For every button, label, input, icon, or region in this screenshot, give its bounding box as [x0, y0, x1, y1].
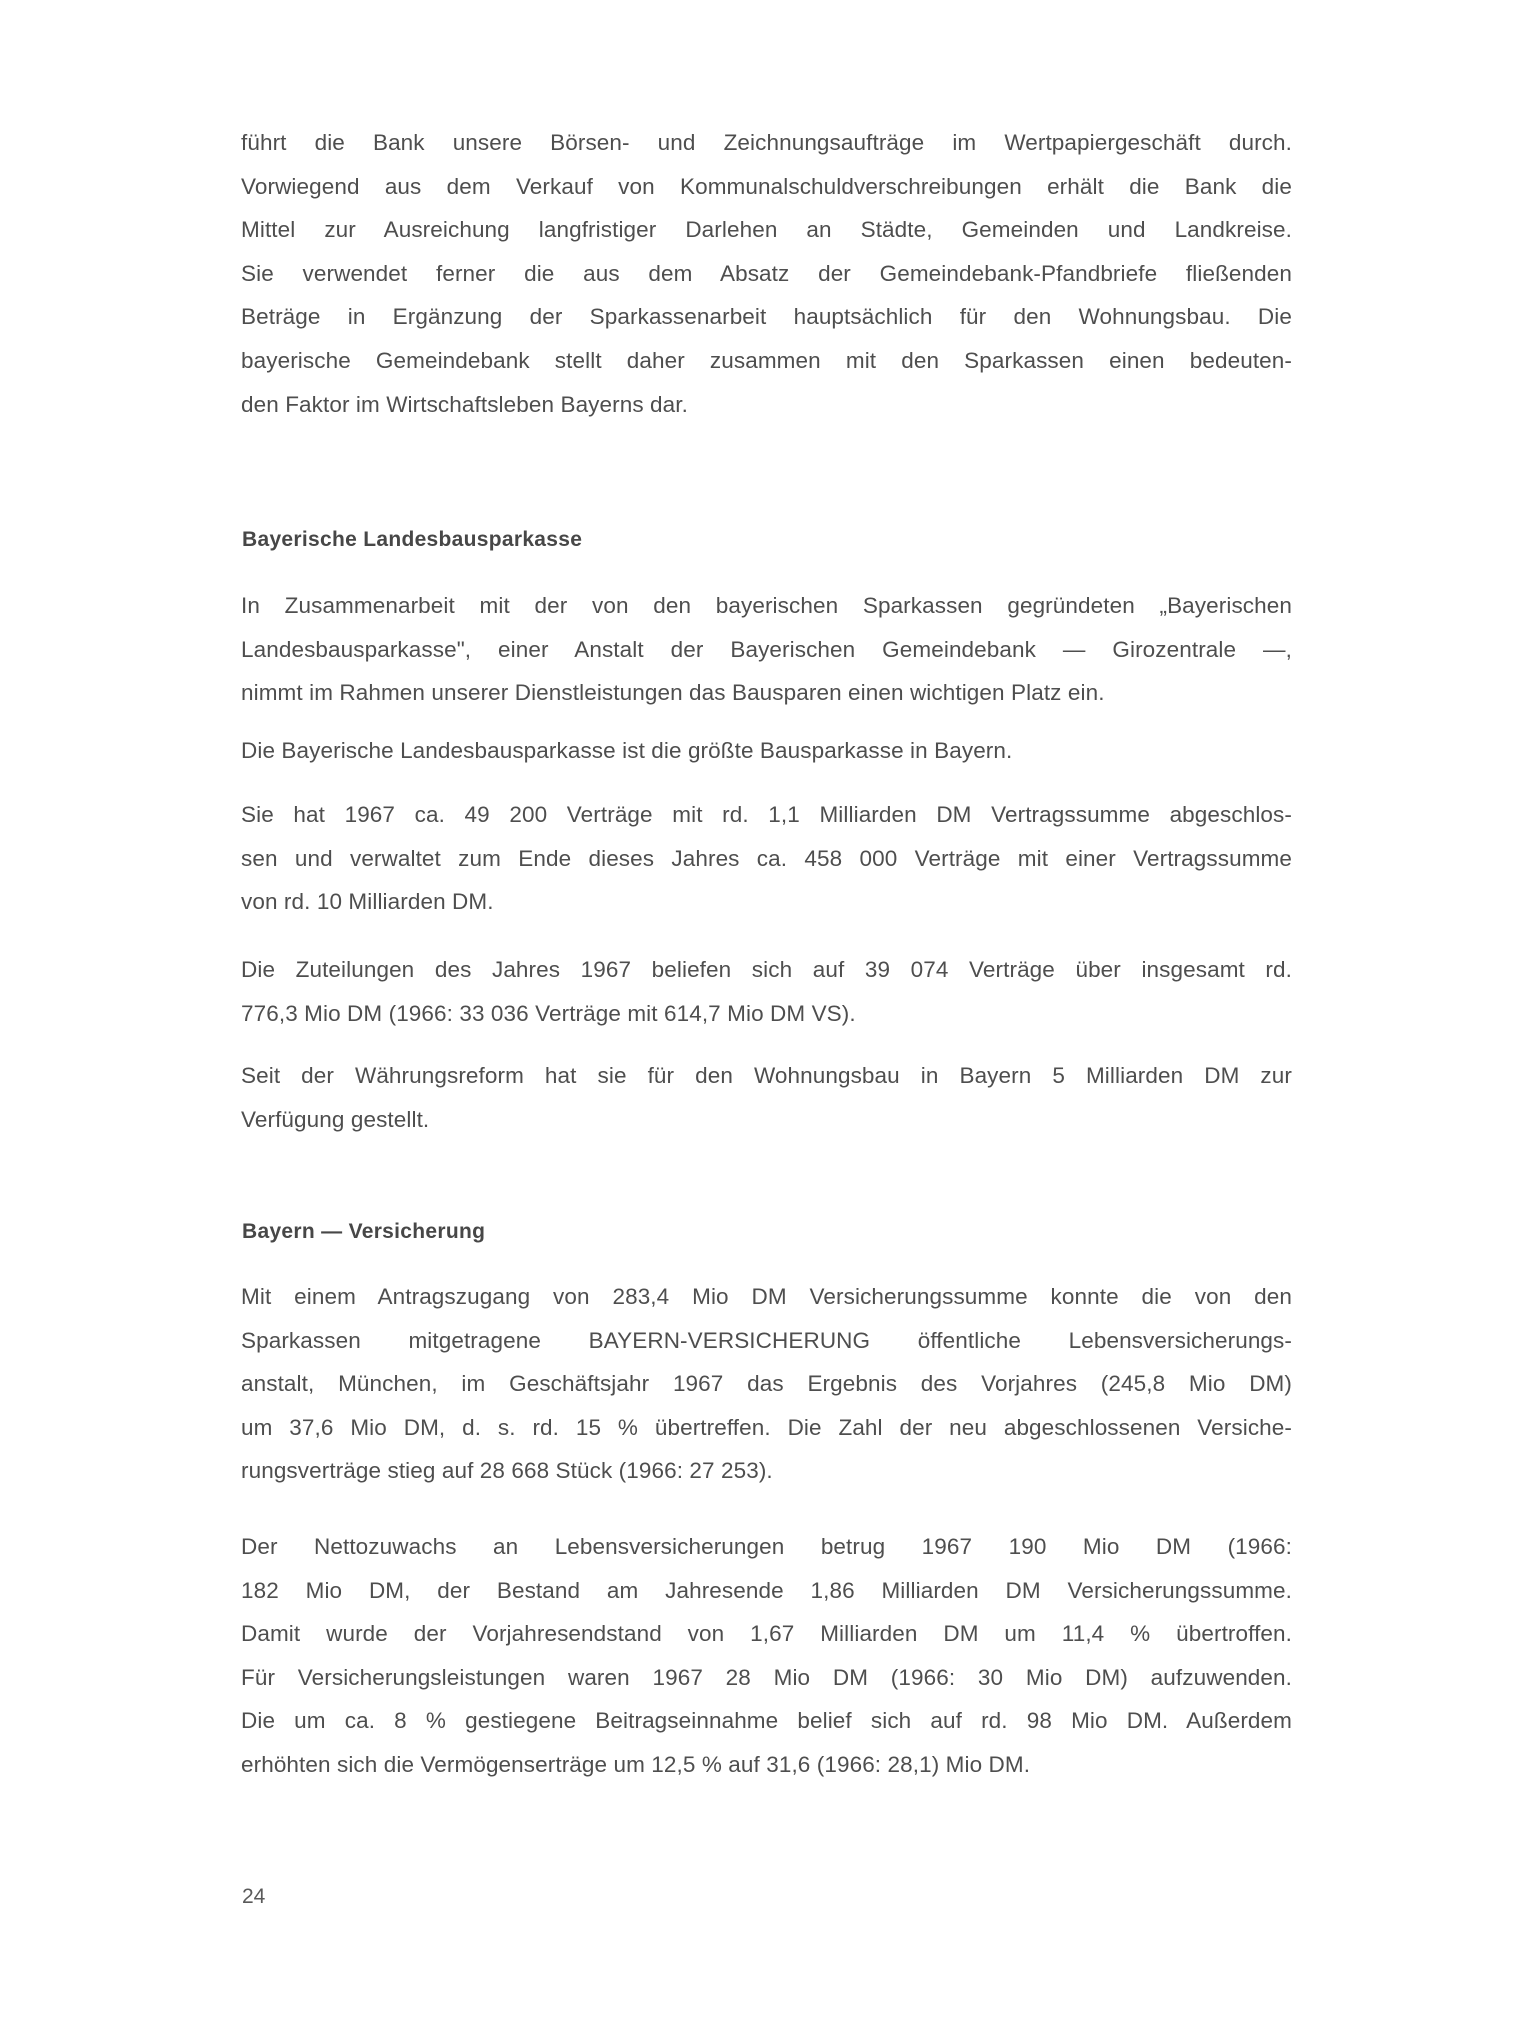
- paragraph: [241, 1054, 1292, 1141]
- intro-paragraph: [241, 121, 1292, 426]
- section-heading-versicherung: Bayern — Versicherung: [242, 1220, 486, 1243]
- text-line: 182 Mio DM, der Bestand am Jahresende 1,86 Milliarden DM Versicherungssumme.: [241, 1577, 1292, 1603]
- text-line: rungsverträge stieg auf 28 668 Stück (1966: 27 253).: [241, 1458, 773, 1484]
- paragraph: [241, 1275, 1292, 1493]
- paragraph: [241, 584, 1292, 715]
- text-line: Sie hat 1967 ca. 49 200 Verträge mit rd. 1,1 Milliarden DM Vertragssumme abgeschlos-: [241, 802, 1292, 827]
- text-line: Mit einem Antragszugang von 283,4 Mio DM Versicherungssumme konnte die von den: [241, 1284, 1292, 1309]
- section-heading-landesbausparkasse: Bayerische Landesbausparkasse: [242, 528, 583, 551]
- text-line: Für Versicherungsleistungen waren 1967 28 Mio DM (1966: 30 Mio DM) aufzuwenden.: [241, 1664, 1292, 1690]
- text-line: Damit wurde der Vorjahresendstand von 1,67 Milliarden DM um 11,4 % übertroffen.: [241, 1621, 1292, 1647]
- text-line: den Faktor im Wirtschaftsleben Bayerns dar.: [241, 391, 688, 417]
- text-line: nimmt im Rahmen unserer Dienstleistungen das Bausparen einen wichtigen Platz ein.: [241, 680, 1105, 706]
- text-line: anstalt, München, im Geschäftsjahr 1967 das Ergebnis des Vorjahres (245,8 Mio DM): [241, 1371, 1292, 1397]
- text-line: 776,3 Mio DM (1966: 33 036 Verträge mit 614,7 Mio DM VS).: [241, 1000, 856, 1026]
- text-line: bayerische Gemeindebank stellt daher zusammen mit den Sparkassen einen bedeuten-: [241, 347, 1292, 373]
- paragraph: [241, 948, 1292, 1035]
- text-line: Sie verwendet ferner die aus dem Absatz der Gemeindebank-Pfandbriefe fließenden: [241, 260, 1292, 286]
- text-line: Die Bayerische Landesbausparkasse ist die größte Bausparkasse in Bayern.: [241, 738, 1013, 763]
- text-line: Sparkassen mitgetragene BAYERN-VERSICHERUNG öffentliche Lebensversicherungs-: [241, 1327, 1292, 1353]
- paragraph: [241, 793, 1292, 924]
- text-line: um 37,6 Mio DM, d. s. rd. 15 % übertreffen. Die Zahl der neu abgeschlossenen Versiche-: [241, 1414, 1292, 1440]
- text-line: Landesbausparkasse", einer Anstalt der Bayerischen Gemeindebank — Girozentrale —,: [241, 636, 1292, 662]
- text-line: sen und verwaltet zum Ende dieses Jahres ca. 458 000 Verträge mit einer Vertragssumme: [241, 845, 1292, 871]
- page-number: 24: [242, 1885, 266, 1908]
- paragraph: [241, 1525, 1292, 1787]
- text-line: Verfügung gestellt.: [241, 1106, 430, 1132]
- text-line: In Zusammenarbeit mit der von den bayerischen Sparkassen gegründeten „Bayerischen: [241, 593, 1292, 618]
- text-line: Mittel zur Ausreichung langfristiger Darlehen an Städte, Gemeinden und Landkreise.: [241, 217, 1292, 243]
- text-line: Seit der Währungsreform hat sie für den Wohnungsbau in Bayern 5 Milliarden DM zur: [241, 1063, 1292, 1088]
- text-line: führt die Bank unsere Börsen- und Zeichnungsaufträge im Wertpapiergeschäft durch.: [241, 130, 1292, 155]
- text-line: von rd. 10 Milliarden DM.: [241, 889, 494, 915]
- paragraph: [241, 729, 1292, 773]
- text-line: Der Nettozuwachs an Lebensversicherungen betrug 1967 190 Mio DM (1966:: [241, 1534, 1292, 1559]
- text-line: Beträge in Ergänzung der Sparkassenarbeit hauptsächlich für den Wohnungsbau. Die: [241, 304, 1292, 330]
- text-line: erhöhten sich die Vermögenserträge um 12,5 % auf 31,6 (1966: 28,1) Mio DM.: [241, 1751, 1031, 1777]
- text-line: Die um ca. 8 % gestiegene Beitragseinnahme belief sich auf rd. 98 Mio DM. Außerdem: [241, 1708, 1292, 1734]
- text-line: Vorwiegend aus dem Verkauf von Kommunalschuldverschreibungen erhält die Bank die: [241, 173, 1292, 199]
- text-line: Die Zuteilungen des Jahres 1967 beliefen sich auf 39 074 Verträge über insgesamt rd.: [241, 957, 1292, 982]
